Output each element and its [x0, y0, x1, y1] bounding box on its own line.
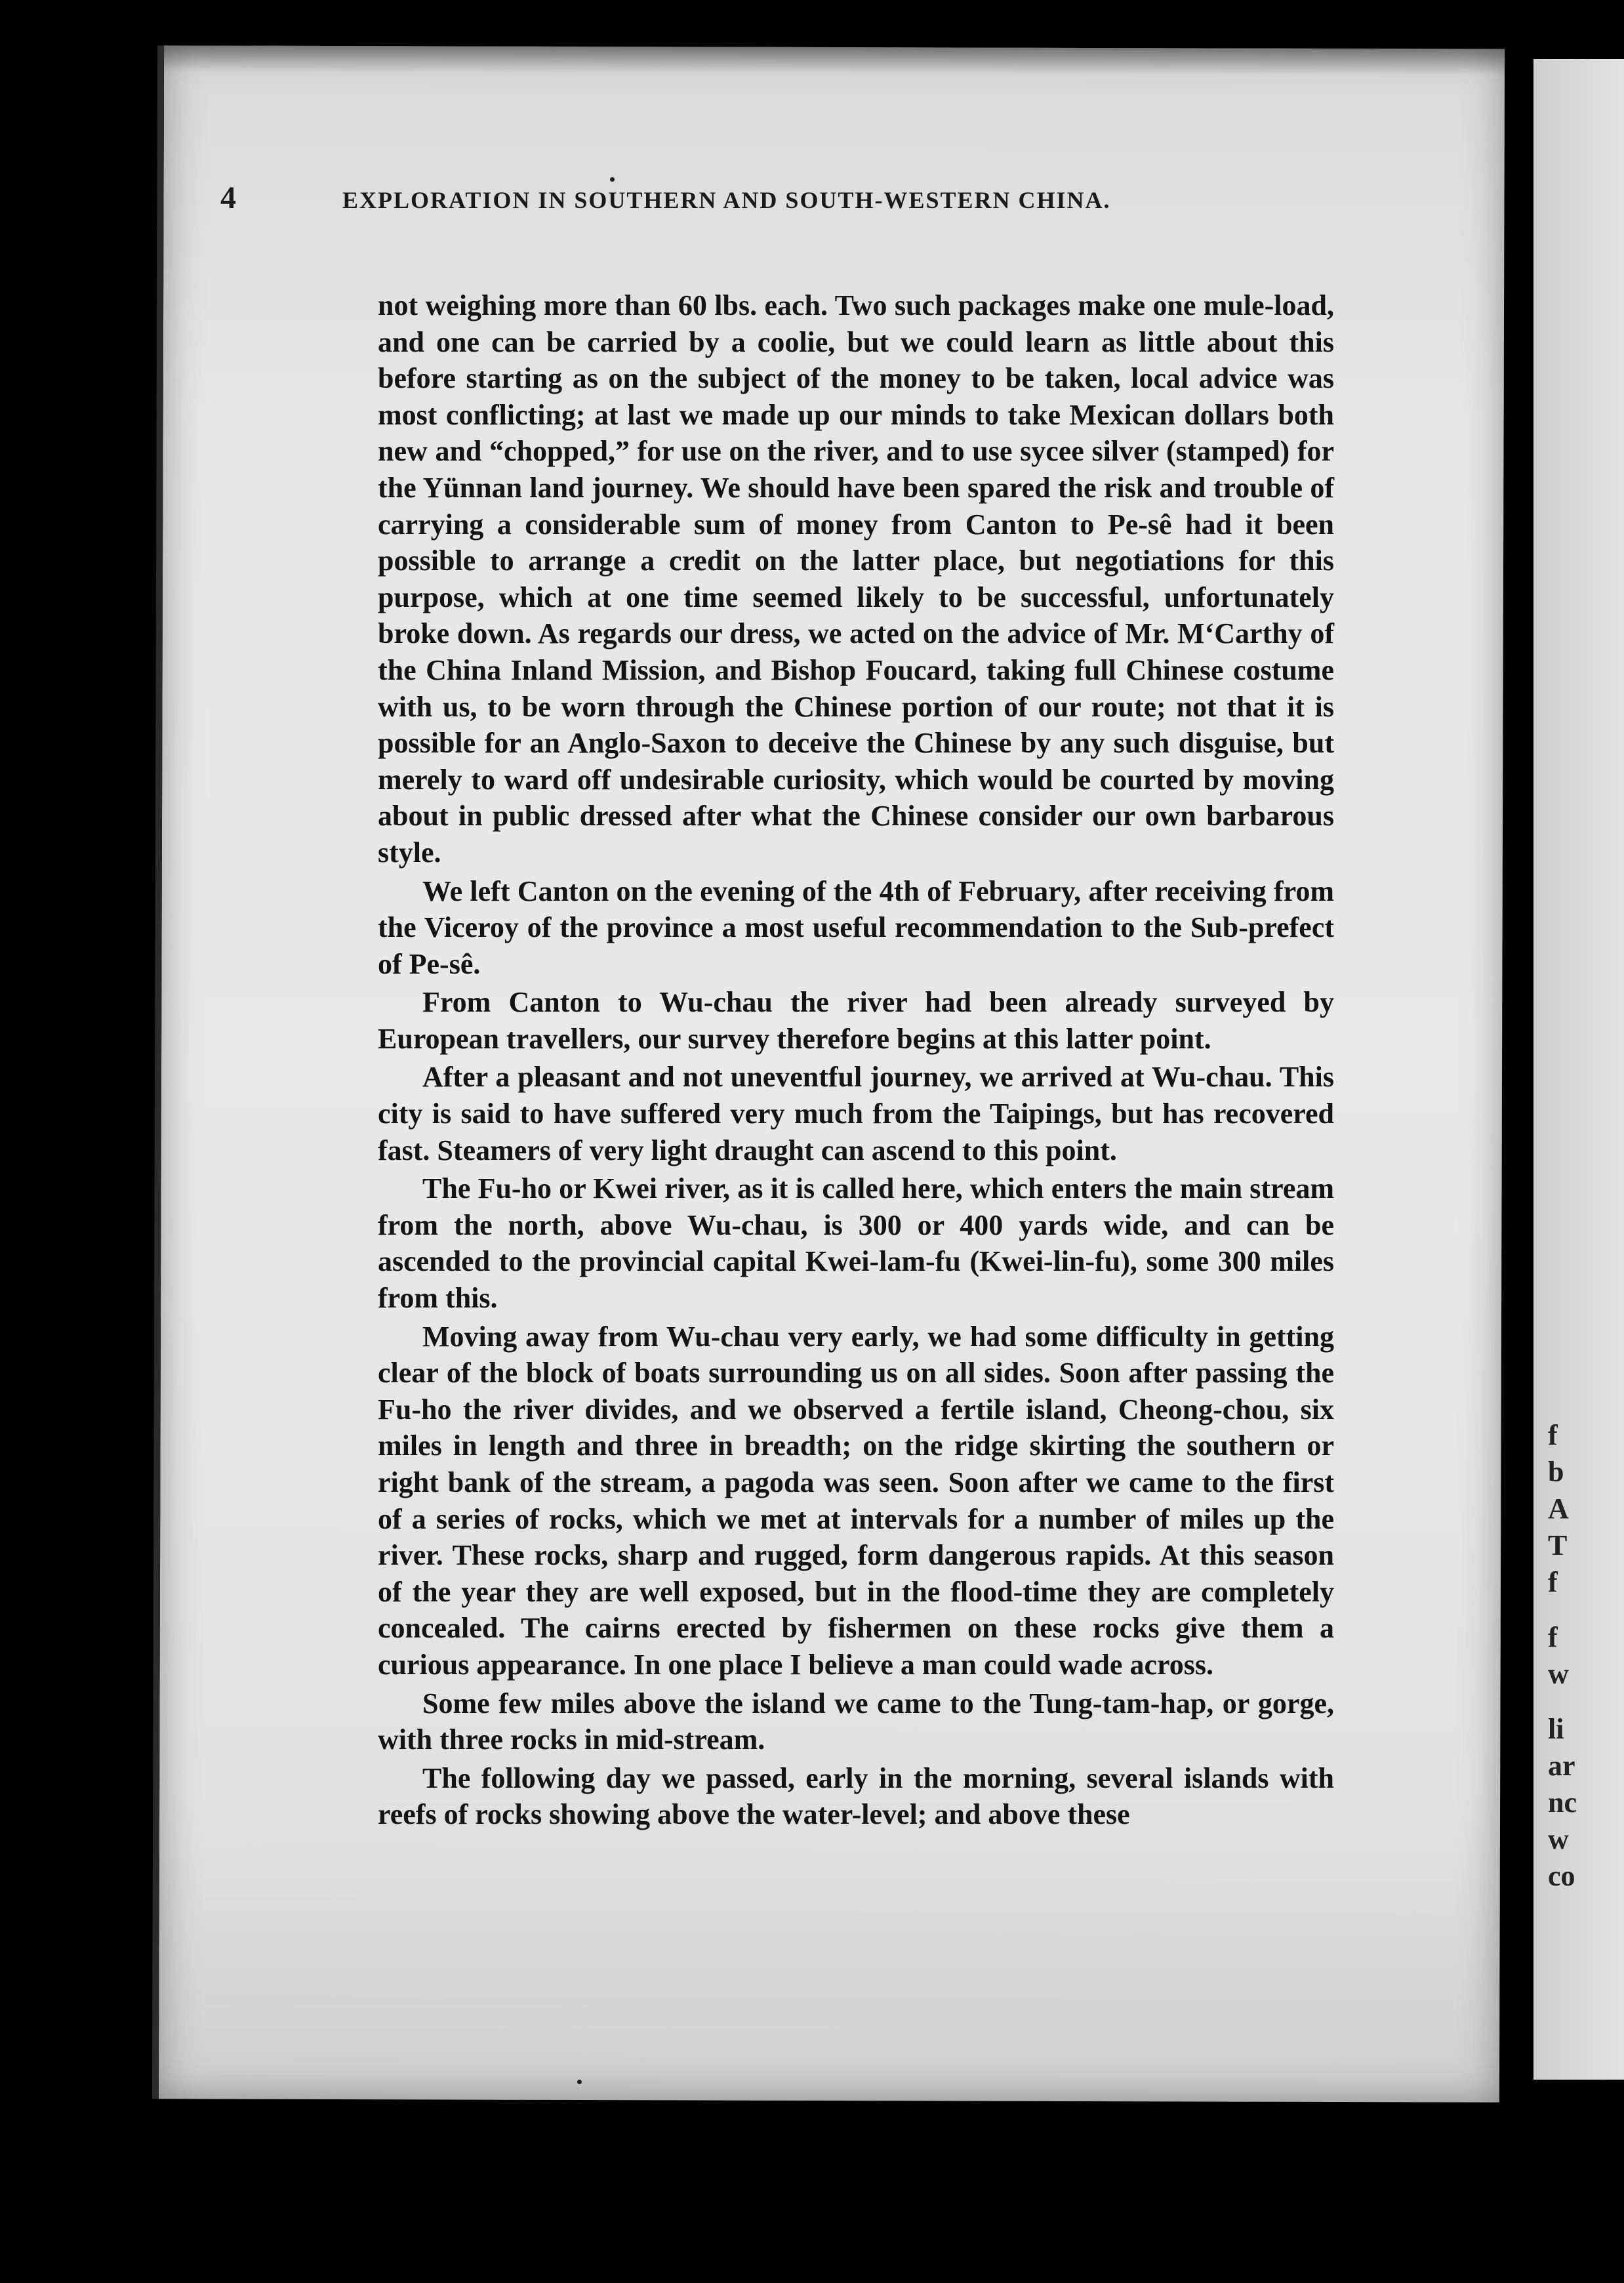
- paragraph: We left Canton on the evening of the 4th of February, after receiving from the Viceroy of the province a most useful recommendation to the Sub-prefect of Pe-sê.: [378, 874, 1334, 980]
- adjacent-page-fragment: li: [1548, 1713, 1564, 1745]
- paragraph: Moving away from Wu-chau very early, we had some difficulty in getting clear of the block of boats surrounding us on all sides. Soon after passing the Fu-ho the river divides, and we observed a fertile island, Cheong-chou, six miles in length and three in breadth; on the ridge skirting the southern or right bank of the stream, a pagoda was seen. Soon after we came to the first of a series of rocks, which we met at intervals for a number of miles up the river. These rocks, sharp and rugged, form dangerous rapids. At this season of the year they are well exposed, but in the flood-time they are completely concealed. The cairns erected by fishermen on these rocks give them a curious appearance. In one place I believe a man could wade across.: [378, 1320, 1334, 1681]
- body-text: [378, 287, 1334, 1835]
- page-number: 4: [220, 180, 237, 215]
- adjacent-page-fragment: T: [1548, 1529, 1568, 1561]
- paragraph: From Canton to Wu-chau the river had been already surveyed by European travellers, our survey therefore begins at this latter point.: [378, 986, 1334, 1055]
- paragraph: After a pleasant and not uneventful journey, we arrived at Wu-chau. This city is said to have suffered very much from the Taipings, but has recovered fast. Steamers of very light draught can ascend to this point.: [378, 1061, 1334, 1166]
- adjacent-page-fragment: f: [1548, 1566, 1558, 1598]
- paragraph: Some few miles above the island we came to the Tung-tam-hap, or gorge, with three rocks in mid-stream.: [378, 1687, 1334, 1756]
- scan-speck: [577, 2080, 582, 2084]
- scan-speck: [610, 177, 615, 182]
- adjacent-page-edge: [1533, 59, 1624, 2080]
- adjacent-page-fragment: co: [1548, 1860, 1575, 1892]
- paragraph: not weighing more than 60 lbs. each. Two such packages make one mule-load, and one can be carried by a coolie, but we could learn as little about this before starting as on the subject of the money to be taken, local advice was most conflicting; at last we made up our minds to take Mexican dollars both new and “chopped,” for use on the river, and to use sycee silver (stamped) for the Yünnan land journey. We should have been spared the risk and trouble of carrying a considerable sum of money from Canton to Pe-sê had it been possible to arrange a credit on the latter place, but negotiations for this purpose, which at one time seemed likely to be successful, unfortunately broke down. As regards our dress, we acted on the advice of Mr. M‘Carthy of the China Inland Mission, and Bishop Foucard, taking full Chinese costume with us, to be worn through the Chinese portion of our route; not that it is possible for an Anglo-Saxon to deceive the Chinese by any such disguise, but merely to ward off undesirable curiosity, which would be courted by moving about in public dressed after what the Chinese consider our own barbarous style.: [378, 289, 1334, 869]
- adjacent-page-fragment: nc: [1548, 1786, 1577, 1819]
- adjacent-page-fragment: A: [1548, 1492, 1569, 1525]
- adjacent-page-fragment: w: [1548, 1658, 1569, 1690]
- paragraph: The following day we passed, early in the morning, several islands with reefs of rocks showing above the water-level; and above these: [378, 1761, 1334, 1831]
- running-head: [220, 182, 1335, 222]
- adjacent-page-fragment: w: [1548, 1823, 1569, 1855]
- paragraph: The Fu-ho or Kwei river, as it is called here, which enters the main stream from the north, above Wu-chau, is 300 or 400 yards wide, and can be ascended to the provincial capital Kwei-lam-fu (Kwei-lin-fu), some 300 miles from this.: [378, 1172, 1334, 1315]
- adjacent-page-fragment: f: [1548, 1621, 1558, 1653]
- running-title: EXPLORATION IN SOUTHERN AND SOUTH-WESTERN CHINA.: [342, 187, 1111, 213]
- adjacent-page-fragment: b: [1548, 1456, 1564, 1488]
- adjacent-page-fragment: ar: [1548, 1750, 1575, 1782]
- adjacent-page-fragment: f: [1548, 1419, 1558, 1451]
